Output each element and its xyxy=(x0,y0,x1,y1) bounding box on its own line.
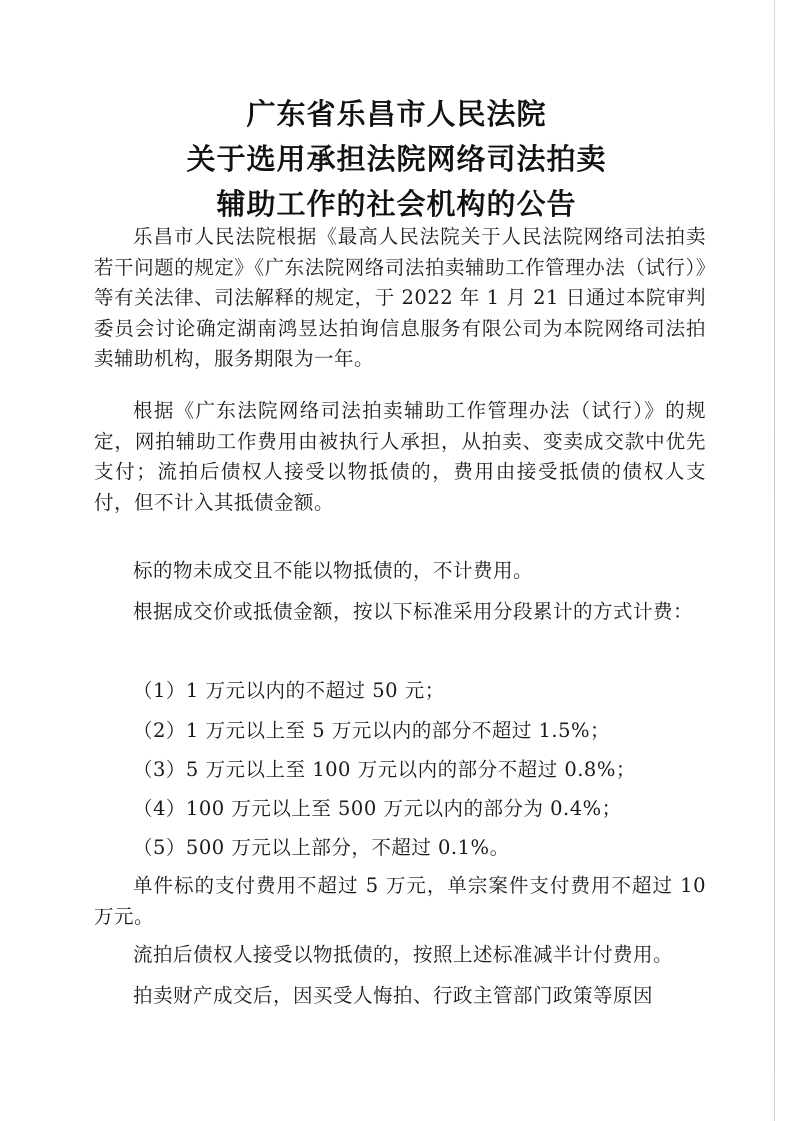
paragraph-fee-rules: 根据《广东法院网络司法拍卖辅助工作管理办法（试行）》的规定，网拍辅助工作费用由被执行人承担，从拍卖、变卖成交款中优先支付；流拍后债权人接受以物抵债的，费用由接受抵债的债权人支付，但不计入其抵债金额。 xyxy=(94,399,706,514)
paragraph-no-fee: 标的物未成交且不能以物抵债的，不计费用。 xyxy=(133,559,534,582)
fee-item: （2）1 万元以上至 5 万元以内的部分不超过 1.5%； xyxy=(133,719,611,742)
fee-item: （1）1 万元以内的不超过 50 元； xyxy=(133,679,445,702)
paragraph-appointment: 乐昌市人民法院根据《最高人民法院关于人民法院网络司法拍卖若干问题的规定》《广东法院网络司法拍卖辅助工作管理办法（试行）》等有关法律、司法解释的规定，于 2022 年 1 月 21 日通过本院审判委员会讨论确定湖南鸿昱达拍询信息服务有限公司为本院网络司法拍卖辅助机构，服务期限为一年。 xyxy=(94,225,706,370)
paragraph-post-sale: 拍卖财产成交后，因买受人悔拍、行政主管部门政策等原因 xyxy=(133,984,654,1007)
paragraph-half-fee: 流拍后债权人接受以物抵债的，按照上述标准减半计付费用。 xyxy=(133,943,674,966)
title-line-2: 关于选用承担法院网络司法拍卖 xyxy=(186,142,607,176)
fee-item: （3）5 万元以上至 100 万元以内的部分不超过 0.8%； xyxy=(133,758,636,781)
fee-item: （4）100 万元以上至 500 万元以内的部分为 0.4%； xyxy=(133,797,622,820)
paragraph-fee-standard: 根据成交价或抵债金额，按以下标准采用分段累计的方式计费： xyxy=(133,600,694,623)
fee-item: （5）500 万元以上部分，不超过 0.1%。 xyxy=(133,836,510,859)
title-line-3: 辅助工作的社会机构的公告 xyxy=(216,187,577,221)
paragraph-fee-cap: 单件标的支付费用不超过 5 万元，单宗案件支付费用不超过 10 万元。 xyxy=(94,874,706,928)
title-line-1: 广东省乐昌市人民法院 xyxy=(246,97,547,131)
